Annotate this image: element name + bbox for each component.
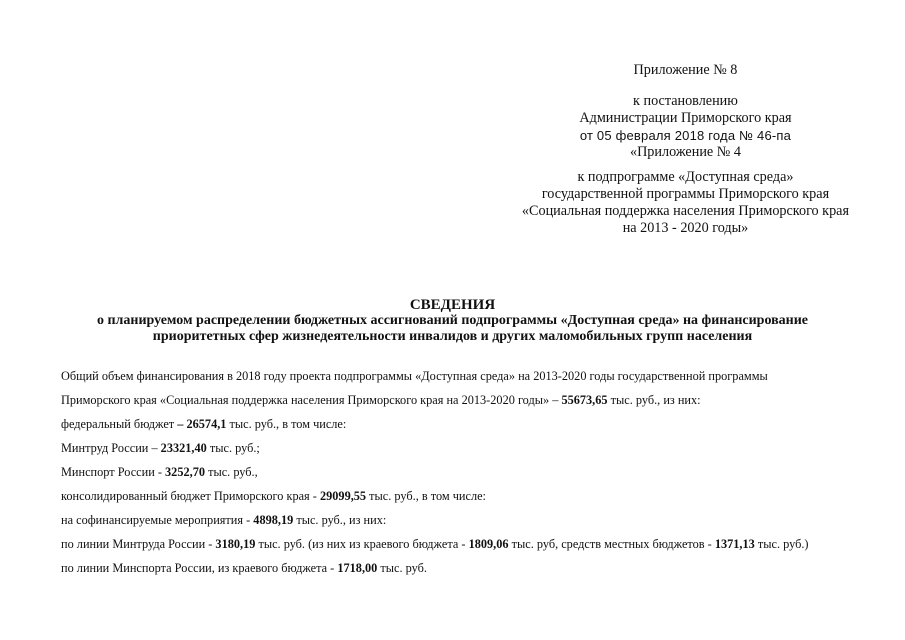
paragraph-2: Приморского края «Социальная поддержка населения Приморского края на 2013-2020 годы» – 55673,65 тыс. руб., из них: — [61, 393, 701, 407]
paragraph-minsport: Минспорт России - 3252,70 тыс. руб., — [61, 465, 258, 479]
appendix-4: «Приложение № 4 — [629, 144, 741, 160]
local-budget-amount: 1371,13 — [714, 537, 755, 551]
document-body — [61, 368, 865, 584]
cofinanced-amount: 4898,19 — [253, 513, 294, 527]
header-block — [522, 62, 849, 237]
subprogram-name: к подпрограмме «Доступная среда» — [577, 169, 794, 185]
paragraph-1: Общий объем финансирования в 2018 году проекта подпрограммы «Доступная среда» на 2013-2020 годы государственной программы — [61, 369, 768, 383]
federal-amount: – 26574,1 — [177, 417, 227, 431]
mintrud-amount: 23321,40 — [160, 441, 207, 455]
appendix-number: Приложение № 8 — [633, 62, 738, 78]
paragraph-regional: консолидированный бюджет Приморского края - 29099,55 тыс. руб., в том числе: — [61, 489, 486, 503]
administration-name: Администрации Приморского края — [579, 110, 792, 126]
regional-budget-amount: 1809,06 — [468, 537, 509, 551]
paragraph-cofinanced: на софинансируемые мероприятия - 4898,19 тыс. руб., из них: — [61, 513, 387, 527]
title-line-1: о планируемом распределении бюджетных ассигнований подпрограммы «Доступная среда» на финансирование — [96, 313, 809, 328]
paragraph-federal: федеральный бюджет – 26574,1 тыс. руб., в том числе: — [61, 417, 347, 431]
paragraph-mintrud-line: по линии Минтруда России - 3180,19 тыс. руб. (из них из краевого бюджета - 1809,06 тыс. руб, средств местных бюджетов - 1371,13 тыс. руб.) — [61, 537, 809, 551]
program-name: «Социальная поддержка населения Приморского края — [521, 203, 849, 219]
minsport-line-amount: 1718,00 — [337, 561, 378, 575]
total-amount: 55673,65 — [561, 393, 608, 407]
title-line-2: приоритетных сфер жизнедеятельности инвалидов и других маломобильных групп населения — [152, 329, 753, 344]
paragraph-minsport-line: по линии Минспорта России, из краевого бюджета - 1718,00 тыс. руб. — [61, 561, 427, 575]
regional-amount: 29099,55 — [319, 489, 367, 503]
state-program: государственной программы Приморского края — [541, 186, 830, 202]
resolution-date: от 05 февраля 2018 года № 46-па — [579, 128, 792, 143]
title-main: СВЕДЕНИЯ — [409, 297, 496, 313]
document-title — [0, 297, 905, 345]
program-years: на 2013 - 2020 годы» — [622, 220, 749, 236]
mintrud-line-amount: 3180,19 — [215, 537, 256, 551]
minsport-amount: 3252,70 — [165, 465, 205, 479]
paragraph-mintrud: Минтруд России – 23321,40 тыс. руб.; — [61, 441, 260, 455]
to-resolution: к постановлению — [633, 93, 738, 109]
